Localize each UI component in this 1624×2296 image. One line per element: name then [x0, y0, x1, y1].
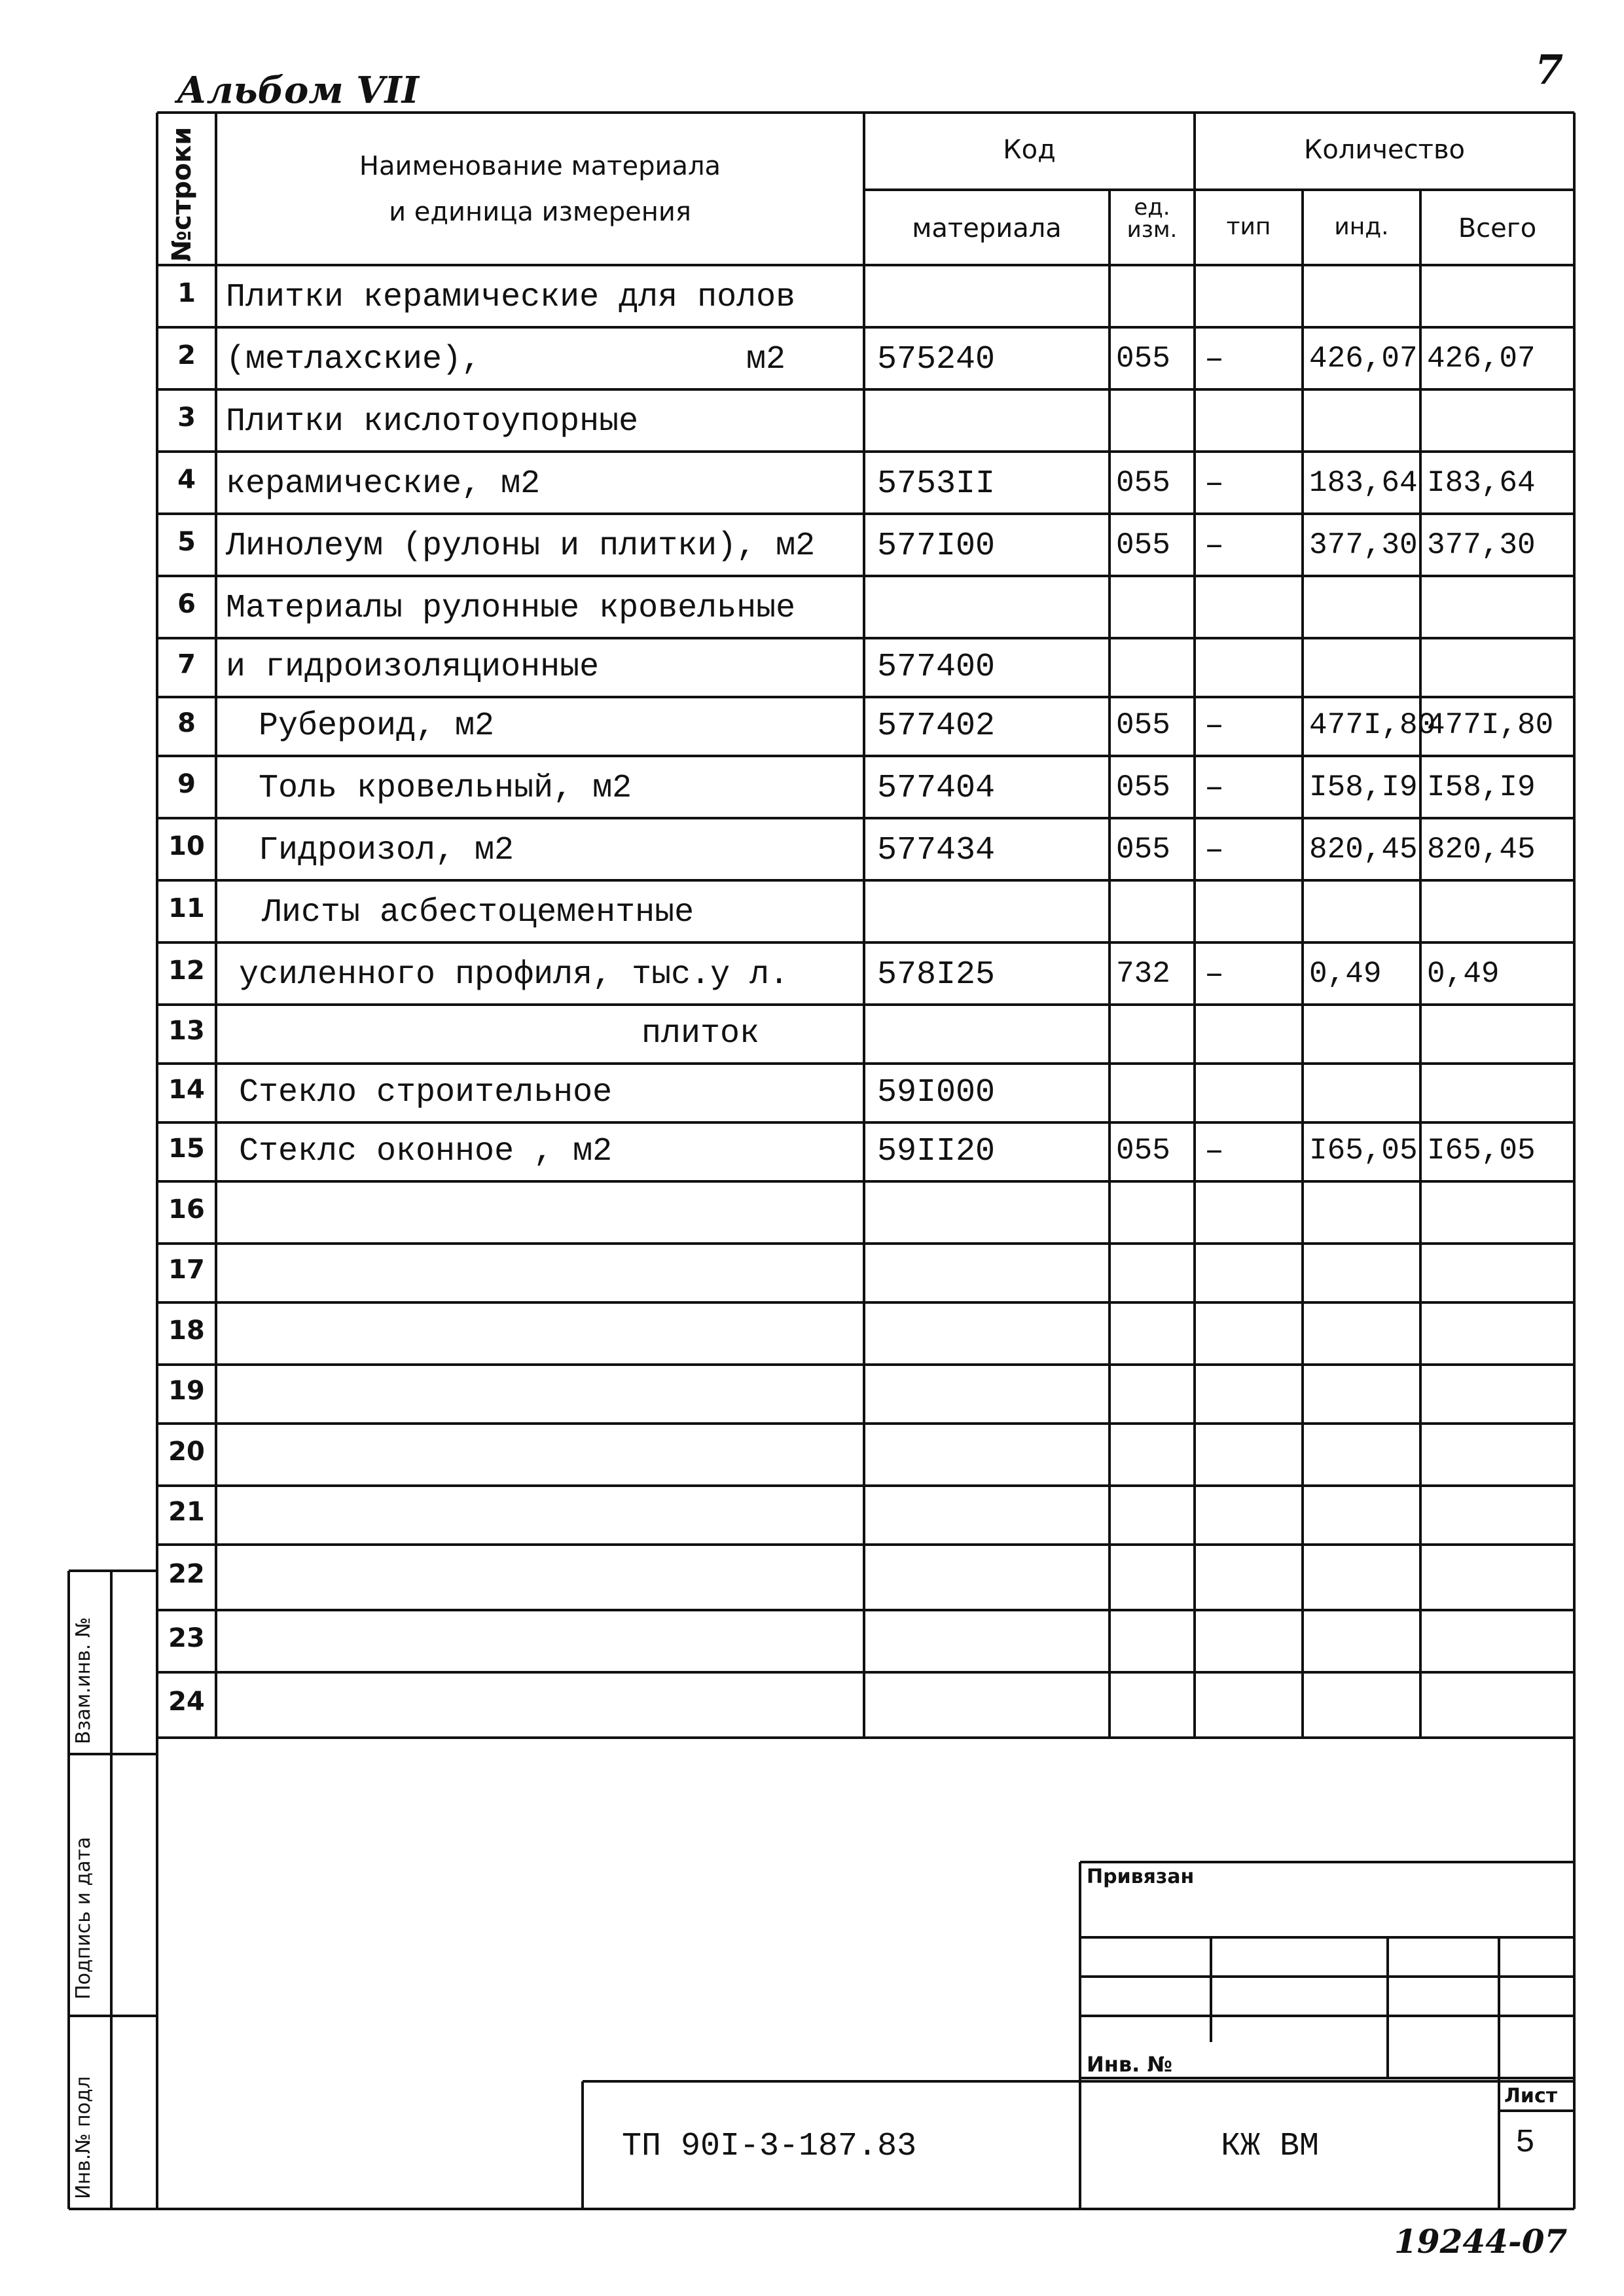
cell-name: Линолеум (рулоны и плитки), м2 — [226, 528, 816, 565]
cell-total: 477I,80 — [1427, 708, 1554, 742]
cell-ind: I58,I9 — [1309, 770, 1418, 804]
cell-type: – — [1204, 956, 1225, 994]
row-number: 9 — [177, 768, 196, 799]
row-number: 3 — [177, 402, 196, 433]
cell-unit: 055 — [1116, 708, 1170, 742]
row-number: 6 — [177, 588, 196, 619]
cell-name: Материалы рулонные кровельные — [226, 590, 796, 627]
cell-code: 59I000 — [877, 1074, 996, 1111]
row-number: 11 — [168, 893, 205, 924]
cell-type: – — [1204, 770, 1225, 807]
cell-code: 59II20 — [877, 1133, 996, 1170]
row-number: 13 — [168, 1016, 205, 1046]
cell-name: Рубероид, м2 — [259, 708, 495, 745]
row-number: 8 — [177, 708, 196, 738]
cell-unit: 055 — [1116, 466, 1170, 500]
cell-type: – — [1204, 832, 1225, 869]
type-header: тип — [1226, 213, 1271, 240]
row-number: 1 — [177, 278, 196, 308]
cell-name-unit: м2 — [746, 341, 786, 378]
cell-type: – — [1204, 528, 1225, 565]
cell-code: 577404 — [877, 770, 996, 807]
cell-name: керамические, м2 — [226, 465, 541, 503]
row-number: 23 — [168, 1623, 205, 1653]
cell-type: – — [1204, 708, 1225, 745]
row-number: 24 — [168, 1687, 205, 1717]
sheet-label: Лист — [1504, 2085, 1558, 2108]
cell-name: Стекло строительное — [239, 1074, 613, 1111]
signature-date-label: Подпись и дата — [72, 1837, 95, 2000]
cell-total: 820,45 — [1427, 833, 1536, 867]
row-number: 10 — [168, 831, 205, 861]
vzam-inv-label: Взам.инв. № — [72, 1617, 95, 1744]
cell-total: I65,05 — [1427, 1134, 1536, 1168]
document-code: ТП 90I-3-187.83 — [622, 2128, 917, 2165]
cell-name: (метлахские), — [226, 341, 482, 378]
row-number: 22 — [168, 1559, 205, 1589]
cell-type: – — [1204, 341, 1225, 378]
total-header: Всего — [1458, 213, 1537, 243]
name-header-line2: и единица измерения — [389, 197, 691, 227]
cell-name: Толь кровельный, м2 — [259, 770, 632, 807]
cell-unit: 055 — [1116, 342, 1170, 376]
cell-ind: 183,64 — [1309, 466, 1418, 500]
cell-total: I58,I9 — [1427, 770, 1536, 804]
document-mark: КЖ ВМ — [1221, 2128, 1320, 2165]
cell-name: плиток — [641, 1015, 760, 1052]
cell-unit: 055 — [1116, 833, 1170, 867]
cell-name: Стеклс оконное , м2 — [239, 1133, 613, 1170]
cell-name: Плитки кислотоупорные — [226, 403, 639, 440]
cell-ind: 820,45 — [1309, 833, 1418, 867]
cell-ind: 426,07 — [1309, 342, 1418, 376]
cell-name: и гидроизоляционные — [226, 649, 600, 686]
cell-ind: 0,49 — [1309, 957, 1382, 991]
inv-number-label: Инв. № — [1087, 2052, 1172, 2077]
row-number: 2 — [177, 340, 196, 370]
inv-podl-label: Инв.№ подл — [72, 2076, 95, 2199]
cell-name: Гидроизол, м2 — [259, 832, 514, 869]
row-number: 5 — [177, 526, 196, 557]
cell-total: I83,64 — [1427, 466, 1536, 500]
cell-unit: 055 — [1116, 528, 1170, 562]
cell-ind: 477I,80 — [1309, 708, 1436, 742]
cell-code: 578I25 — [877, 956, 996, 994]
row-number: 17 — [168, 1255, 205, 1285]
row-number: 16 — [168, 1194, 205, 1225]
row-number: 21 — [168, 1497, 205, 1527]
row-number: 12 — [168, 955, 205, 986]
row-number: 14 — [168, 1075, 205, 1105]
quantity-group-header: Количество — [1303, 135, 1465, 165]
cell-total: 0,49 — [1427, 957, 1500, 991]
row-number: 20 — [168, 1436, 205, 1467]
ind-header: инд. — [1334, 213, 1389, 240]
cell-unit: 732 — [1116, 957, 1170, 991]
cell-code: 577I00 — [877, 528, 996, 565]
row-number: 7 — [177, 649, 196, 679]
cell-type: – — [1204, 1133, 1225, 1170]
material-code-header: материала — [912, 213, 1062, 243]
cell-name: Плитки керамические для полов — [226, 279, 796, 316]
row-number-header: №строки — [167, 126, 197, 262]
row-number: 15 — [168, 1134, 205, 1164]
cell-unit: 055 — [1116, 770, 1170, 804]
cell-code: 575240 — [877, 341, 996, 378]
cell-code: 5753II — [877, 465, 996, 503]
name-header-line1: Наименование материала — [359, 151, 721, 181]
page-number: 7 — [1535, 46, 1564, 94]
cell-code: 577400 — [877, 649, 996, 686]
cell-code: 577402 — [877, 708, 996, 745]
cell-ind: I65,05 — [1309, 1134, 1418, 1168]
code-group-header: Код — [1003, 135, 1056, 165]
bottom-archive-number: 19244-07 — [1394, 2222, 1568, 2261]
cell-name: Листы асбестоцементные — [262, 894, 695, 931]
privyazan-label: Привязан — [1087, 1865, 1195, 1888]
cell-code: 577434 — [877, 832, 996, 869]
album-title: Альбом VII — [177, 69, 419, 112]
cell-ind: 377,30 — [1309, 528, 1418, 562]
cell-total: 426,07 — [1427, 342, 1536, 376]
row-number: 18 — [168, 1315, 205, 1346]
unit-header: ед. изм. — [1127, 194, 1178, 243]
sheet-number: 5 — [1515, 2125, 1536, 2162]
cell-type: – — [1204, 465, 1225, 503]
cell-total: 377,30 — [1427, 528, 1536, 562]
row-number: 19 — [168, 1376, 205, 1406]
row-number: 4 — [177, 464, 196, 495]
cell-unit: 055 — [1116, 1134, 1170, 1168]
cell-name: усиленного профиля, тыс.у л. — [239, 956, 789, 994]
